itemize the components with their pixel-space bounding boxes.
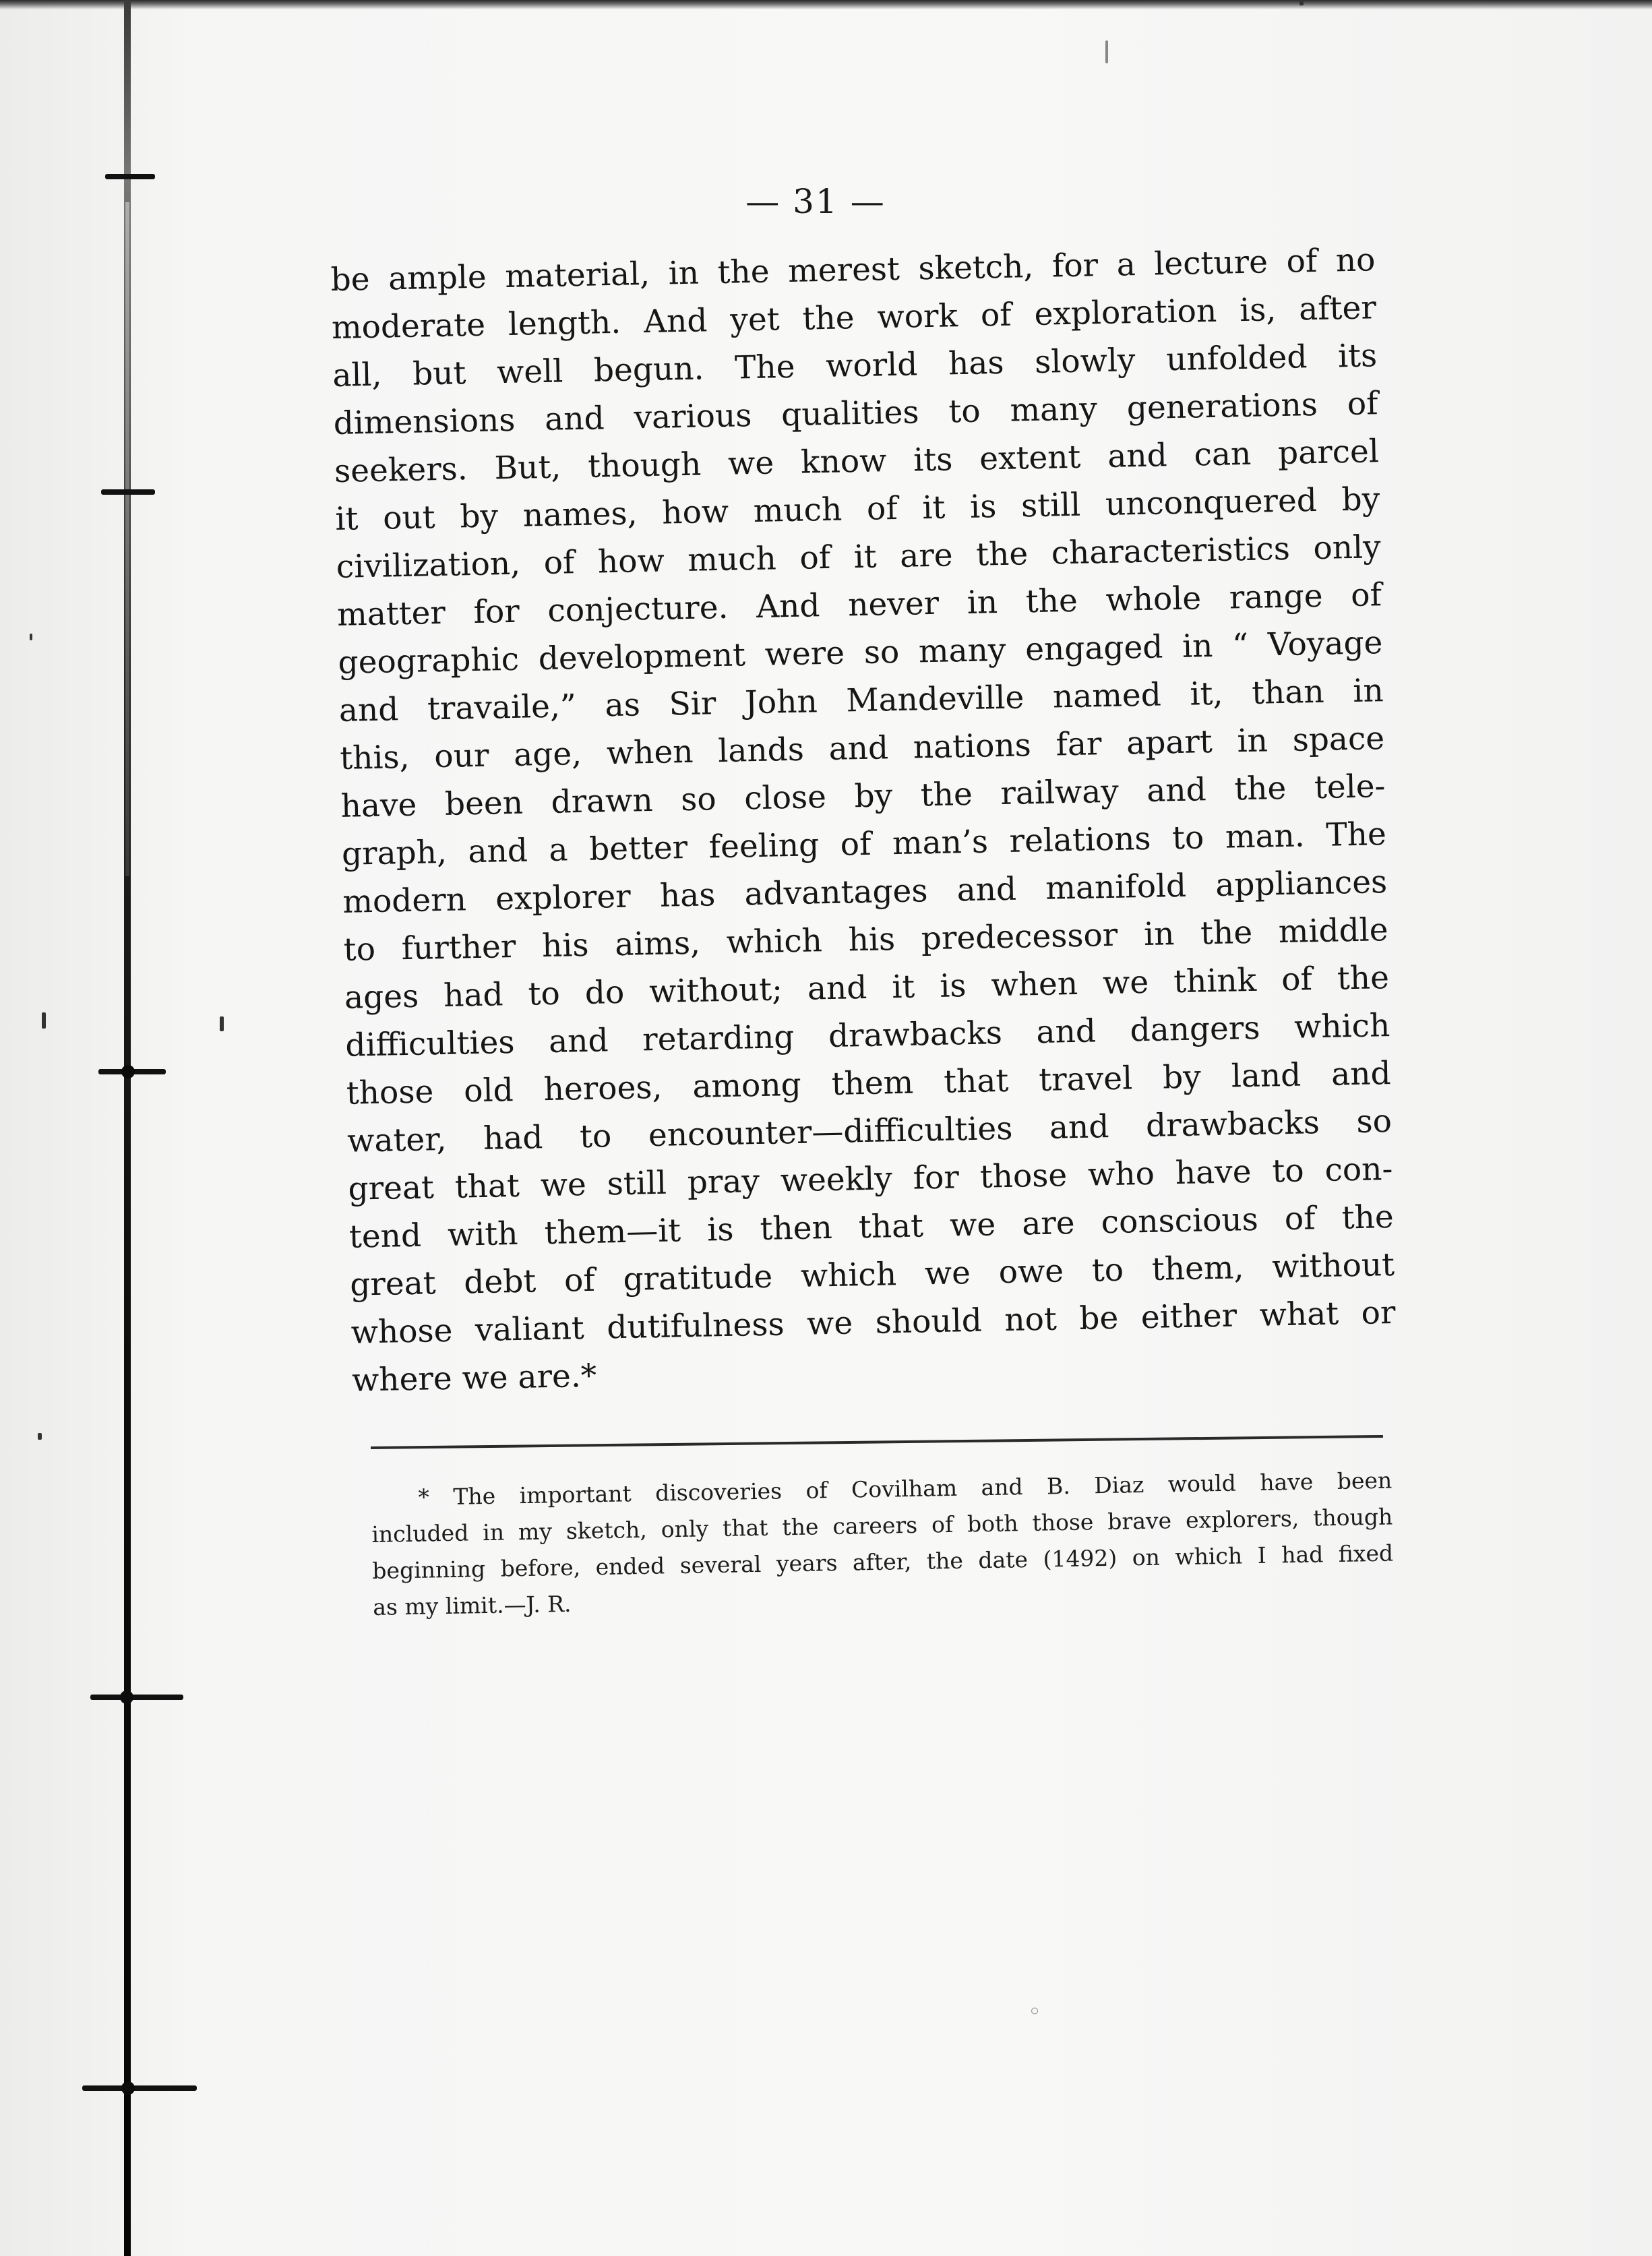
binding-stitch-knot bbox=[121, 2081, 135, 2095]
binding-stitch bbox=[82, 2085, 197, 2091]
text-line: dimensions and various qualities to many generations of bbox=[333, 385, 1379, 442]
text-line: this, our age, when lands and nations far apart in space bbox=[339, 720, 1385, 777]
text-line: water, had to encounter—difficulties and drawbacks so bbox=[346, 1103, 1393, 1160]
scan-speck bbox=[1299, 0, 1304, 5]
binding-stitch bbox=[90, 1695, 183, 1700]
text-line: geographic development were so many engaged in “ Voyage bbox=[338, 624, 1383, 681]
text-line: where we are.* bbox=[351, 1357, 597, 1399]
footnote bbox=[371, 1463, 1395, 1626]
binding-stitch bbox=[101, 489, 155, 495]
footnote-separator-rule bbox=[371, 1435, 1383, 1449]
text-line: whose valiant dutifulness we should not be either what or bbox=[350, 1293, 1396, 1351]
text-line: seekers. But, though we know its extent and can parcel bbox=[334, 433, 1380, 490]
binding-stitch-knot bbox=[120, 1690, 133, 1704]
text-line: to further his aims, which his predecessor in the middle bbox=[343, 911, 1389, 969]
text-line: modern explorer has advantages and manifold appliances bbox=[342, 863, 1388, 921]
text-line: it out by names, how much of it is still unconquered by bbox=[334, 481, 1380, 538]
text-line: moderate length. And yet the work of exploration is, after bbox=[331, 289, 1377, 346]
text-line: be ample material, in the merest sketch, for a lecture of no bbox=[330, 241, 1376, 299]
footnote-line: beginning before, ended several years after, the date (1492) on which I had fixed bbox=[372, 1539, 1394, 1584]
text-line: difficulties and retarding drawbacks and dangers which bbox=[344, 1007, 1390, 1064]
text-line: matter for conjecture. And never in the whole range of bbox=[336, 576, 1382, 634]
scan-speck bbox=[30, 634, 32, 640]
binding-spine bbox=[116, 0, 139, 2256]
scan-speck bbox=[1105, 40, 1108, 63]
text-line: tend with them—it is then that we are conscious of the bbox=[348, 1198, 1395, 1256]
text-line: have been drawn so close by the railway and the tele- bbox=[340, 768, 1386, 825]
page-number: — 31 — bbox=[745, 182, 886, 221]
footnote-line: * The important discoveries of Covilham and B. Diaz would have been bbox=[418, 1467, 1393, 1511]
text-line: those old heroes, among them that travel by land and bbox=[346, 1055, 1392, 1112]
text-line: and travaile,” as Sir John Mandeville named it, than in bbox=[338, 672, 1384, 729]
spine-thread-highlight bbox=[125, 202, 129, 876]
scan-smudge: ◦ bbox=[1028, 1999, 1042, 2025]
binding-stitch-knot bbox=[121, 1065, 135, 1078]
text-line: great that we still pray weekly for those who have to con- bbox=[348, 1150, 1393, 1208]
scan-speck bbox=[220, 1016, 224, 1031]
binding-stitch bbox=[105, 174, 155, 179]
text-line: civilization, of how much of it are the characteristics only bbox=[336, 528, 1382, 586]
footnote-line: included in my sketch, only that the careers of both those brave explorers, though bbox=[371, 1503, 1393, 1548]
page-top-edge-shadow bbox=[0, 0, 1652, 9]
text-line: graph, and a better feeling of man’s relations to man. The bbox=[341, 816, 1387, 873]
text-line: ages had to do without; and it is when we think of the bbox=[344, 959, 1390, 1016]
scan-speck bbox=[38, 1433, 42, 1440]
body-paragraph bbox=[330, 236, 1397, 1404]
text-line: great debt of gratitude which we owe to them, without bbox=[349, 1246, 1395, 1304]
text-line: all, but well begun. The world has slowly unfolded its bbox=[332, 337, 1378, 394]
footnote-line: as my limit.—J. R. bbox=[372, 1590, 572, 1620]
scan-speck bbox=[42, 1012, 46, 1029]
